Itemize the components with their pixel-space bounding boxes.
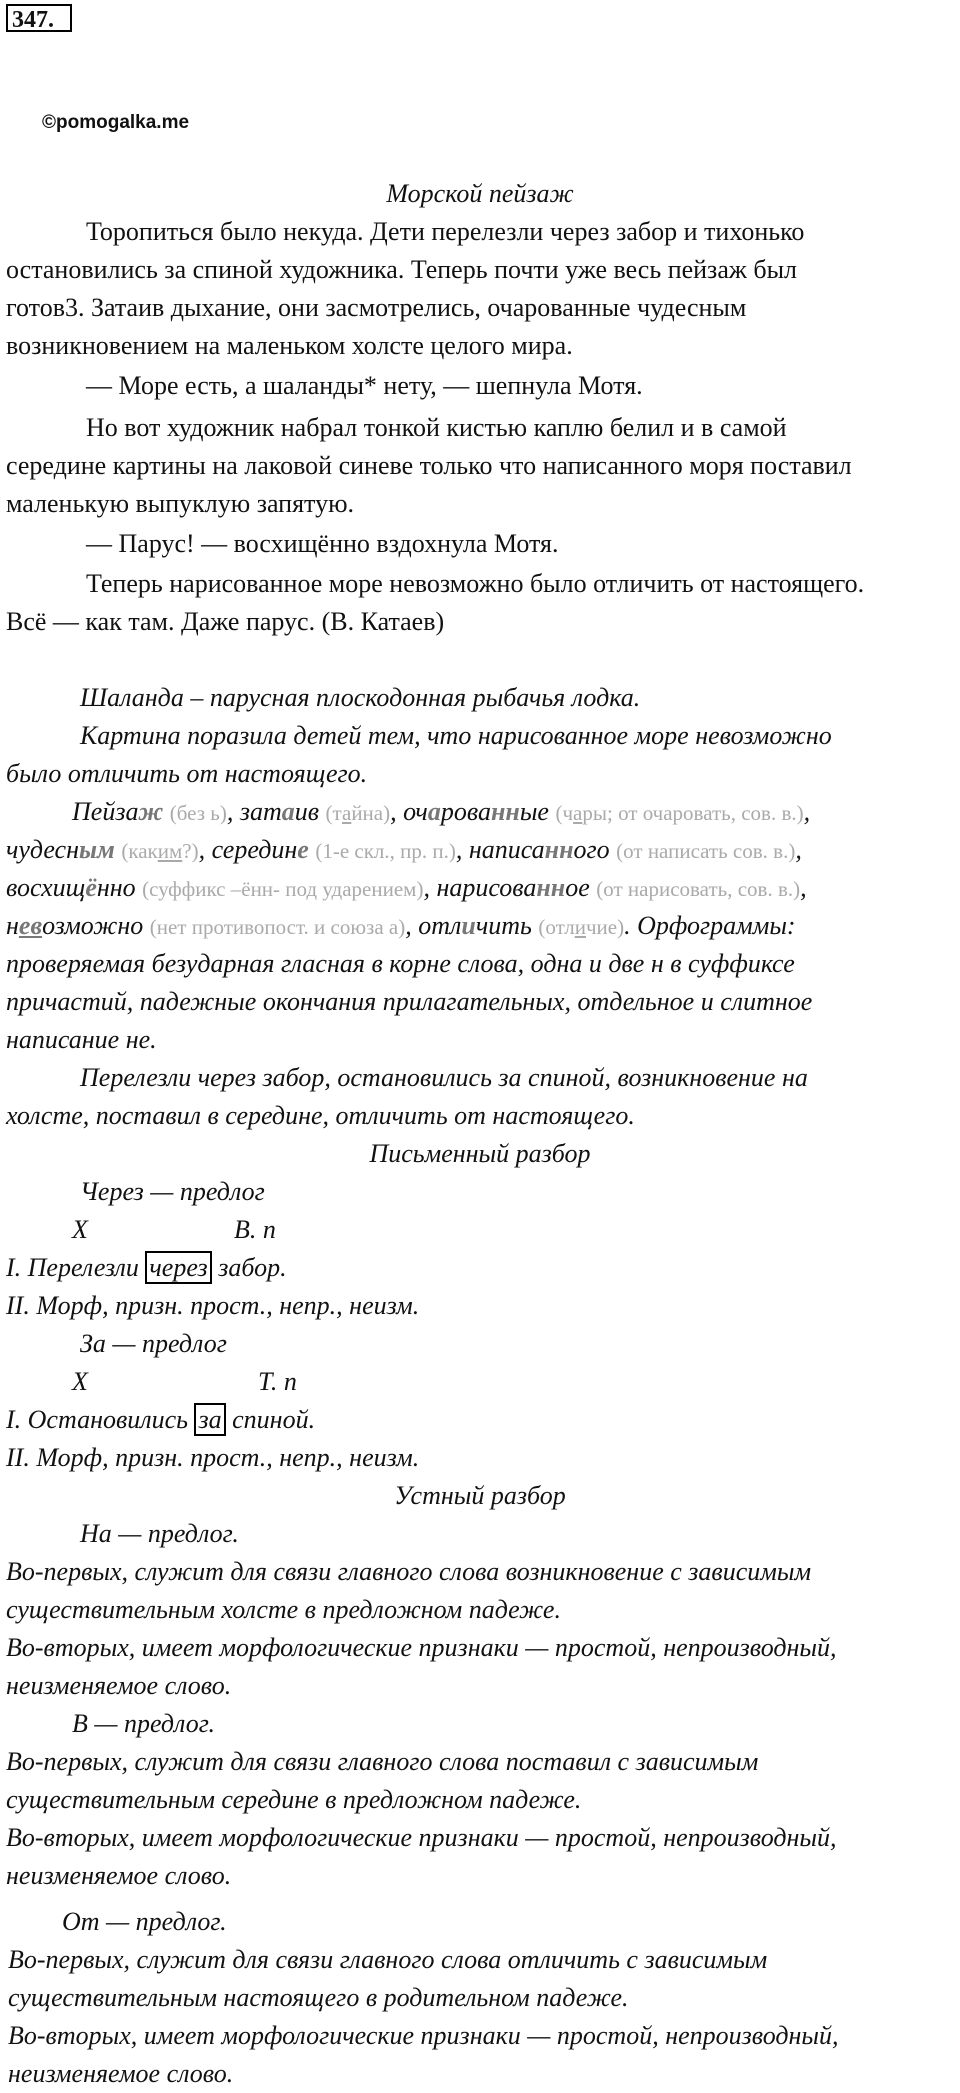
analysis-heading: Через — предлог <box>80 1177 265 1206</box>
oral-line: Во-первых, служит для связи главного слова отличить с зависимым <box>8 1945 768 1974</box>
oral-line: Во-вторых, имеет морфологические признаки — простой, непроизводный, <box>8 2021 839 2050</box>
site-watermark: ©pomogalka.me <box>42 112 190 133</box>
story-line: Но вот художник набрал тонкой кистью каплю белил и в самой <box>86 413 787 442</box>
analysis-line: II. Морф, призн. прост., непр., неизм. <box>6 1291 420 1320</box>
oral-line: неизменяемое слово. <box>8 2059 234 2088</box>
scheme-x: Х <box>72 1367 88 1396</box>
story-line: Теперь нарисованное море невозможно было отличить от настоящего. <box>86 569 865 598</box>
story-line: готов3. Затаив дыхание, они засмотрелись, очарованные чудесным <box>6 293 747 322</box>
meaning-line: было отличить от настоящего. <box>6 759 368 788</box>
story-line: возникновением на маленьком холсте целого мира. <box>6 331 573 360</box>
oral-heading: На — предлог. <box>80 1519 239 1548</box>
oral-line: существительным середине в предложном падеже. <box>6 1785 582 1814</box>
phrases-line: холсте, поставил в середине, отличить от настоящего. <box>6 1101 635 1130</box>
meaning-line: Картина поразила детей тем, что нарисованное море невозможно <box>80 721 832 750</box>
story-line: середине картины на лаковой синеве только что написанного моря поставил <box>6 451 852 480</box>
scheme-x: Х <box>72 1215 88 1244</box>
oral-line: существительным настоящего в родительном падеже. <box>8 1983 629 2012</box>
spelling-line: чудесным (каким?), середине (1-е скл., пр. п.), написанного (от написать сов. в.), <box>6 835 802 864</box>
spelling-line: невозможно (нет противопост. и союза а), отличить (отличие). Орфограммы: <box>6 911 796 940</box>
oral-title: Устный разбор <box>394 1481 566 1510</box>
definition-line: Шаланда – парусная плоскодонная рыбачья лодка. <box>80 683 641 712</box>
phrases-line: Перелезли через забор, остановились за спиной, возникновение на <box>80 1063 808 1092</box>
oral-line: Во-первых, служит для связи главного слова возникновение с зависимым <box>6 1557 812 1586</box>
story-line: маленькую выпуклую запятую. <box>6 489 354 518</box>
written-title: Письменный разбор <box>369 1139 591 1168</box>
spelling-line: написание не. <box>6 1025 157 1054</box>
spelling-line: Пейзаж (без ь), затаив (тайна), очарованные (чары; от очаровать, сов. в.), <box>72 797 811 826</box>
spelling-line: причастий, падежные окончания прилагательных, отдельное и слитное <box>6 987 813 1016</box>
oral-heading: В — предлог. <box>72 1709 215 1738</box>
spelling-line: проверяемая безударная гласная в корне слова, одна и две н в суффиксе <box>6 949 795 978</box>
story-line: Торопиться было некуда. Дети перелезли через забор и тихонько <box>86 217 805 246</box>
oral-line: неизменяемое слово. <box>6 1861 232 1890</box>
scheme-case: В. п <box>234 1215 276 1244</box>
scheme-case: Т. п <box>258 1367 297 1396</box>
analysis-heading: За — предлог <box>80 1329 227 1358</box>
oral-line: неизменяемое слово. <box>6 1671 232 1700</box>
oral-line: Во-вторых, имеет морфологические признаки — простой, непроизводный, <box>6 1633 837 1662</box>
oral-line: Во-первых, служит для связи главного слова поставил с зависимым <box>6 1747 759 1776</box>
quote-line: — Море есть, а шаланды* нету, — шепнула Мотя. <box>86 371 643 400</box>
analysis-line: I. Перелезли через забор. <box>6 1253 287 1282</box>
story-line: Всё — как там. Даже парус. (В. Катаев) <box>6 607 445 636</box>
quote-line: — Парус! — восхищённо вздохнула Мотя. <box>86 529 559 558</box>
story-line: остановились за спиной художника. Теперь почти уже весь пейзаж был <box>6 255 798 284</box>
exercise-number: 347. <box>6 4 72 32</box>
analysis-line: II. Морф, призн. прост., непр., неизм. <box>6 1443 420 1472</box>
oral-line: существительным холсте в предложном падеже. <box>6 1595 561 1624</box>
analysis-line: I. Остановились за спиной. <box>6 1405 316 1434</box>
oral-line: Во-вторых, имеет морфологические признаки — простой, непроизводный, <box>6 1823 837 1852</box>
story-title: Морской пейзаж <box>386 179 574 208</box>
oral-heading: От — предлог. <box>62 1907 227 1936</box>
spelling-line: восхищённо (суффикс –ённ- под ударением), нарисованное (от нарисовать, сов. в.), <box>6 873 807 902</box>
